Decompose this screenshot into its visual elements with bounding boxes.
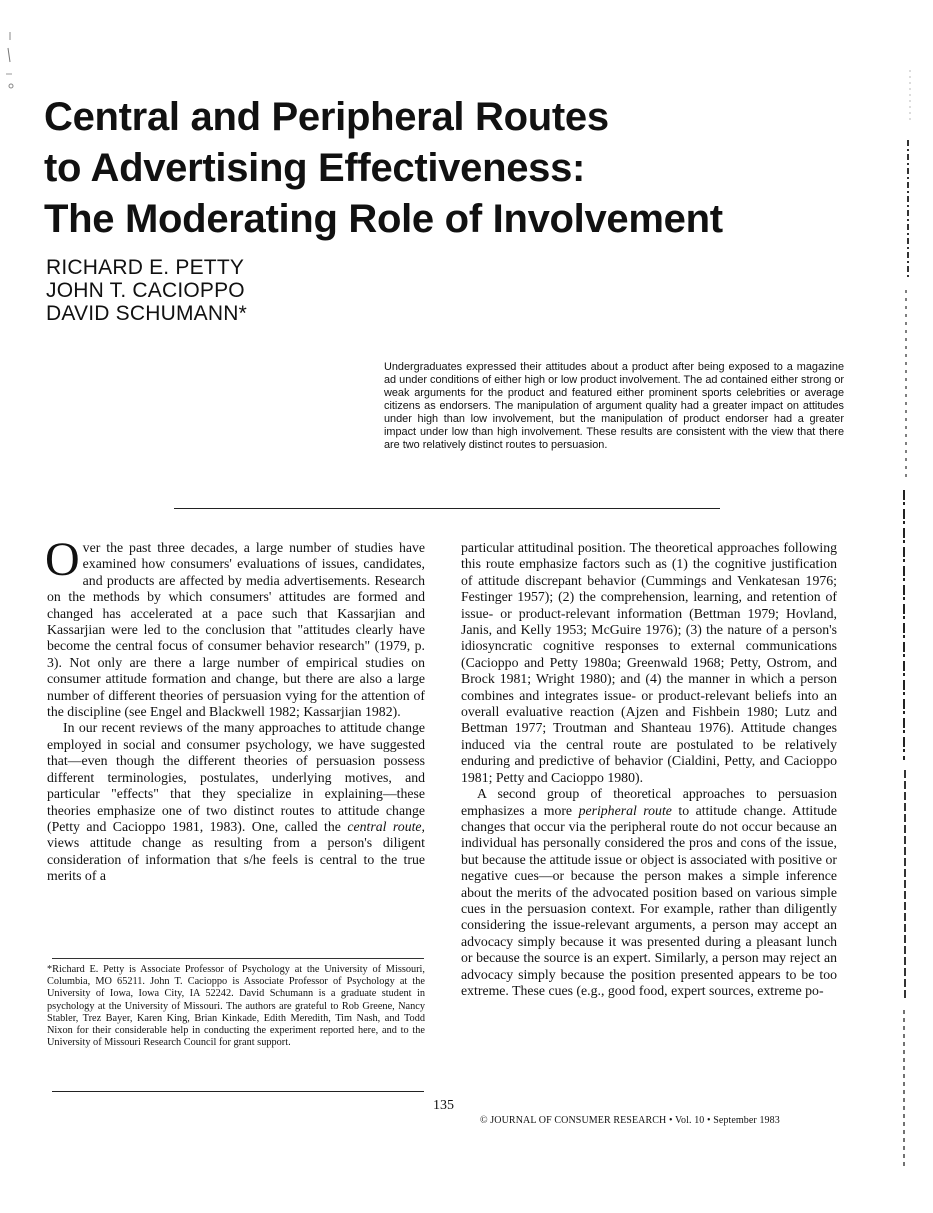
scan-margin-marks <box>2 28 22 98</box>
author-name: JOHN T. CACIOPPO <box>46 279 245 302</box>
title-line: The Moderating Role of Involvement <box>44 197 723 241</box>
author-footnote: *Richard E. Petty is Associate Professor of Psychology at the University of Missouri, Columbia, MO 65211. John T. Cacioppo is Associate Professor of Psychology at the University of Iowa, Iowa City, IA 52242. David Schumann is a graduate student in psychology at the University of Missouri. The authors are grateful to Rob Greene, Nancy Stabler, Trez Bayer, Karen King, Brian Kinkade, Edith Meredith, Tim Nash, and Todd Nixon for their considerable help in conducting the experiment reported here, and to the University of Missouri Research Council for grant support. <box>47 964 425 1049</box>
footnote-divider <box>52 958 424 959</box>
author-list <box>46 256 247 325</box>
title-line: Central and Peripheral Routes <box>44 95 609 139</box>
left-column <box>45 533 425 885</box>
article-title <box>44 92 844 245</box>
right-column <box>461 540 837 999</box>
emphasis-term: peripheral route <box>578 802 672 818</box>
drop-cap: O <box>45 533 80 586</box>
abstract: Undergraduates expressed their attitudes about a product after being exposed to a magazine ad under conditions of either high or low product involvement. The ad contained either strong or weak arguments for the product and featured either prominent sports celebrities or average citizens as endorsers. The manipulation of argument quality had a greater impact on attitudes under high than low involvement, but the manipulation of product endorser had a greater impact under low than high involvement. These results are consistent with the view that there are two relatively distinct routes to persuasion. <box>384 361 844 451</box>
paragraph-text: ver the past three decades, a large number of studies have examined how consumers' evaluations of issues, candidates, and products are affected by media advertisements. Research on the methods by which consumers' attitudes are formed and changed has accelerated at a pace such that Kassarjian and Kassarjian were led to the conclusion that "attitudes clearly have become the central focus of consumer behavior research" (1979, p. 3). Not only are there a large number of empirical studies on consumer attitude formation and change, but there are also a large number of different theories of persuasion vying for the attention of the discipline (see Engel and Blackwell 1982; Kassarjian 1982). <box>47 540 425 720</box>
author-name: RICHARD E. PETTY <box>46 256 245 279</box>
author-name: DAVID SCHUMANN* <box>46 302 247 325</box>
abstract-divider <box>174 508 720 509</box>
page-number: 135 <box>433 1098 454 1113</box>
paragraph <box>45 533 425 720</box>
footnote-bottom-rule <box>52 1091 424 1092</box>
paragraph: A second group of theoretical approaches to persuasion emphasizes a more peripheral route to attitude change. Attitude changes that occur via the peripheral route do not occur because an individual has personally considered the pros and cons of the issue, but because the attitude issue or object is associated with positive or negative cues—or because the person makes a simple inference about the merits of the advocated position based on various simple cues in the persuasion context. For example, rather than diligently considering the issue-relevant arguments, a person may accept an advocacy simply because it was presented during a pleasant lunch or because the source is an expert. Similarly, a person may reject an advocacy simply because the position presented appears to be too extreme. These cues (e.g., good food, expert sources, extreme po- <box>461 786 837 998</box>
paragraph: particular attitudinal position. The theoretical approaches following this route emphasize factors such as (1) the cognitive justification of attitude discrepant behavior (Cummings and Venkatesan 1976; Festinger 1957); (2) the comprehension, learning, and retention of issue- or product-relevant information (Bettman 1979; Hovland, Janis, and Kelly 1953; McGuire 1976); (3) the nature of a person's idiosyncratic cognitive responses to external communications (Cacioppo and Petty 1980a; Greenwald 1968; Petty, Ostrom, and Brock 1981; Wright 1980); and (4) the manner in which a person combines and integrates issue- or product-relevant beliefs into an overall evaluative reaction (Ajzen and Fishbein 1980; Lutz and Bettman 1977; Troutman and Shanteau 1976). Attitude changes induced via the central route are postulated to be relatively enduring and predictive of behavior (Cialdini, Petty, and Cacioppo 1981; Petty and Cacioppo 1980). <box>461 540 837 785</box>
journal-citation: © JOURNAL OF CONSUMER RESEARCH • Vol. 10 • September 1983 <box>480 1115 780 1126</box>
paragraph: In our recent reviews of the many approaches to attitude change employed in social and consumer psychology, we have suggested that—even though the different theories of persuasion possess different terminologies, postulates, underlying motives, and particular "effects" that they specialize in explaining—these theories emphasize one of two distinct routes to attitude change (Petty and Cacioppo 1981, 1983). One, called the central route, views attitude change as resulting from a person's diligent consideration of information that s/he feels is central to the true merits of a <box>47 720 425 884</box>
title-line: to Advertising Effectiveness: <box>44 146 586 190</box>
scan-edge-artifact <box>896 60 916 1180</box>
emphasis-term: central route, <box>347 818 425 834</box>
